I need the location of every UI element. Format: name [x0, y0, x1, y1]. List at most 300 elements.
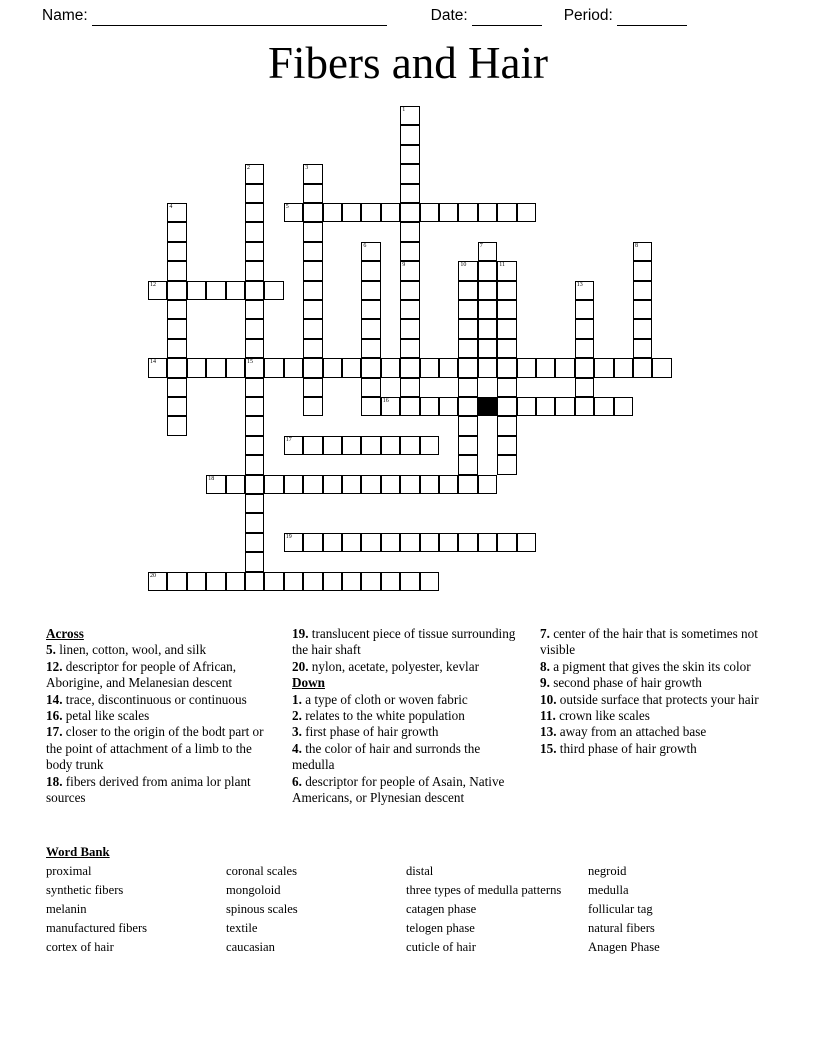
grid-cell[interactable]: [361, 281, 380, 300]
grid-cell[interactable]: [381, 358, 400, 377]
grid-cell[interactable]: [167, 339, 186, 358]
grid-cell-number: 18: [208, 475, 215, 482]
grid-cell[interactable]: [245, 416, 264, 435]
clues-section: [0, 626, 816, 806]
grid-cell[interactable]: [167, 281, 186, 300]
grid-cell[interactable]: [245, 242, 264, 261]
grid-cell[interactable]: [226, 475, 245, 494]
grid-cell[interactable]: [420, 436, 439, 455]
clue-text: descriptor for people of African, Aborigine, and Melanesian descent: [46, 658, 237, 691]
word-bank-item: spinous scales: [226, 902, 298, 917]
grid-cell[interactable]: [323, 475, 342, 494]
grid-cell[interactable]: [264, 572, 283, 591]
grid-cell[interactable]: [575, 378, 594, 397]
grid-cell[interactable]: [633, 358, 652, 377]
grid-cell[interactable]: [497, 281, 516, 300]
grid-cell[interactable]: [458, 416, 477, 435]
grid-cell-number: 16: [382, 398, 389, 404]
grid-cell[interactable]: [478, 300, 497, 319]
grid-cell[interactable]: [400, 184, 419, 203]
clue-item: [46, 642, 274, 658]
clue-item: [292, 659, 524, 675]
clue-text: closer to the origin of the bodt part or the point of attachment of a limb to the body trunk: [46, 724, 264, 773]
clue-column-1: [46, 626, 282, 806]
grid-cell[interactable]: [478, 203, 497, 222]
clue-text: descriptor for people of Asain, Native Americans, or Plynesian descent: [292, 773, 505, 806]
grid-cell[interactable]: [633, 281, 652, 300]
grid-cell[interactable]: [400, 203, 419, 222]
grid-cell[interactable]: [245, 281, 264, 300]
grid-cell[interactable]: [245, 513, 264, 532]
clue-text: linen, cotton, wool, and silk: [55, 642, 207, 658]
grid-cell[interactable]: [206, 281, 225, 300]
grid-cell[interactable]: [361, 300, 380, 319]
grid-cell[interactable]: [323, 436, 342, 455]
grid-cell[interactable]: [342, 533, 361, 552]
word-bank-item: telogen phase: [406, 921, 475, 936]
grid-cell[interactable]: [497, 455, 516, 474]
grid-cell[interactable]: [458, 533, 477, 552]
grid-cell[interactable]: [420, 358, 439, 377]
grid-cell[interactable]: [245, 494, 264, 513]
grid-cell[interactable]: [245, 475, 264, 494]
across-heading: Across: [46, 626, 84, 641]
grid-cell-number: 5: [285, 204, 289, 210]
grid-cell[interactable]: [458, 358, 477, 377]
word-bank-item: negroid: [588, 864, 627, 878]
grid-cell[interactable]: [478, 242, 497, 261]
clue-number: 5.: [46, 642, 56, 658]
word-bank-item: textile: [226, 921, 258, 936]
word-bank-section: [46, 845, 786, 955]
clue-item: [46, 774, 274, 807]
grid-cell-number: 13: [576, 281, 583, 288]
clue-item: [540, 692, 762, 708]
word-bank-item: cortex of hair: [46, 940, 114, 955]
grid-cell[interactable]: [400, 378, 419, 397]
clue-item: [540, 741, 762, 757]
grid-cell[interactable]: [167, 572, 186, 591]
grid-cell[interactable]: [497, 339, 516, 358]
clue-number: 13.: [540, 724, 557, 740]
grid-cell[interactable]: [303, 475, 322, 494]
grid-cell[interactable]: [420, 397, 439, 416]
grid-cell[interactable]: [245, 300, 264, 319]
clue-item: [540, 675, 762, 691]
grid-cell[interactable]: [458, 203, 477, 222]
grid-cell[interactable]: [361, 261, 380, 280]
grid-cell-number: 6: [363, 242, 367, 249]
clue-number: 20.: [292, 658, 309, 674]
grid-cell[interactable]: [517, 533, 536, 552]
word-bank-item: mongoloid: [226, 883, 281, 898]
grid-cell[interactable]: [206, 572, 225, 591]
grid-cell-number: 20: [150, 572, 156, 579]
grid-cell[interactable]: [458, 261, 477, 280]
grid-cell[interactable]: [633, 319, 652, 338]
grid-cell[interactable]: [497, 416, 516, 435]
grid-cell[interactable]: [614, 397, 633, 416]
clue-text: a pigment that gives the skin its color: [549, 658, 751, 674]
clue-text: first phase of hair growth: [301, 724, 439, 740]
grid-cell[interactable]: [497, 397, 516, 416]
grid-cell[interactable]: [323, 572, 342, 591]
grid-cell[interactable]: [575, 319, 594, 338]
clue-item: [46, 708, 274, 724]
clue-text: center of the hair that is sometimes not visible: [540, 626, 758, 658]
page-title: Fibers and Hair: [268, 38, 548, 88]
grid-cell[interactable]: [264, 358, 283, 377]
grid-cell-blocked: [478, 397, 497, 416]
grid-cell[interactable]: [226, 572, 245, 591]
grid-cell-number: 8: [635, 242, 638, 249]
grid-cell[interactable]: [633, 300, 652, 319]
clue-number: 6.: [292, 773, 302, 789]
grid-cell[interactable]: [517, 397, 536, 416]
grid-cell[interactable]: [361, 358, 380, 377]
grid-cell[interactable]: [303, 436, 322, 455]
clue-number: 11.: [540, 708, 556, 724]
grid-cell[interactable]: [381, 533, 400, 552]
grid-cell[interactable]: [458, 397, 477, 416]
grid-cell[interactable]: [381, 397, 400, 416]
period-label: Period:: [563, 7, 613, 24]
grid-cell[interactable]: [517, 203, 536, 222]
clue-number: 10.: [540, 691, 557, 707]
grid-cell[interactable]: [458, 319, 477, 338]
grid-cell[interactable]: [342, 436, 361, 455]
grid-cell-number: 11: [499, 262, 505, 269]
grid-cell[interactable]: [439, 203, 458, 222]
grid-cell[interactable]: [323, 358, 342, 377]
grid-cell[interactable]: [245, 358, 264, 377]
grid-cell[interactable]: [284, 475, 303, 494]
grid-cell[interactable]: [439, 533, 458, 552]
grid-cell[interactable]: [381, 572, 400, 591]
grid-cell[interactable]: [497, 261, 516, 280]
clue-item: [292, 741, 524, 774]
grid-cell[interactable]: [400, 339, 419, 358]
grid-cell[interactable]: [497, 319, 516, 338]
grid-cell[interactable]: [303, 319, 322, 338]
grid-cell[interactable]: [497, 300, 516, 319]
clue-text: crown like scales: [555, 708, 650, 724]
grid-cell[interactable]: [633, 242, 652, 261]
clue-text: third phase of hair growth: [556, 740, 697, 756]
grid-cell[interactable]: [303, 242, 322, 261]
date-label: Date:: [430, 7, 468, 24]
grid-cell[interactable]: [303, 222, 322, 241]
grid-cell[interactable]: [400, 145, 419, 164]
clue-item: [540, 659, 762, 675]
grid-cell[interactable]: [536, 397, 555, 416]
grid-cell[interactable]: [458, 475, 477, 494]
grid-cell[interactable]: [303, 533, 322, 552]
grid-cell[interactable]: [245, 436, 264, 455]
grid-cell[interactable]: [361, 533, 380, 552]
clue-text: a type of cloth or woven fabric: [301, 691, 468, 707]
grid-cell[interactable]: [575, 281, 594, 300]
grid-cell[interactable]: [245, 319, 264, 338]
grid-cell[interactable]: [517, 358, 536, 377]
grid-cell-number: 3: [305, 165, 309, 172]
clue-column-2-across-tail: [292, 626, 524, 675]
grid-cell-number: 14: [150, 359, 156, 366]
word-bank-item: coronal scales: [226, 864, 297, 878]
grid-cell[interactable]: [361, 436, 380, 455]
grid-cell[interactable]: [323, 203, 342, 222]
grid-cell[interactable]: [458, 300, 477, 319]
grid-cell[interactable]: [245, 222, 264, 241]
grid-cell[interactable]: [187, 281, 206, 300]
word-bank-item: natural fibers: [588, 921, 655, 936]
grid-cell[interactable]: [652, 358, 671, 377]
grid-cell[interactable]: [400, 222, 419, 241]
grid-cell[interactable]: [361, 475, 380, 494]
clue-number: 16.: [46, 708, 63, 724]
grid-cell[interactable]: [575, 358, 594, 377]
clue-text: outside surface that protects your hair: [556, 691, 759, 707]
grid-cell[interactable]: [342, 203, 361, 222]
clue-number: 1.: [292, 691, 302, 707]
clue-number: 18.: [46, 773, 63, 789]
word-bank-item: cuticle of hair: [406, 940, 476, 955]
grid-cell-number: 2: [247, 165, 250, 172]
grid-cell[interactable]: [245, 261, 264, 280]
grid-cell[interactable]: [167, 416, 186, 435]
clue-item: [46, 659, 274, 692]
grid-cell[interactable]: [361, 378, 380, 397]
grid-cell[interactable]: [478, 358, 497, 377]
grid-cell[interactable]: [245, 203, 264, 222]
grid-cell[interactable]: [400, 319, 419, 338]
grid-cell[interactable]: [478, 319, 497, 338]
grid-cell[interactable]: [284, 533, 303, 552]
grid-cell[interactable]: [245, 378, 264, 397]
grid-cell[interactable]: [458, 455, 477, 474]
grid-cell[interactable]: [245, 397, 264, 416]
clue-text: trace, discontinuous or continuous: [62, 691, 247, 707]
grid-cell[interactable]: [478, 475, 497, 494]
clue-item: [540, 708, 762, 724]
grid-cell[interactable]: [420, 475, 439, 494]
grid-cell[interactable]: [575, 397, 594, 416]
clue-item: [292, 708, 524, 724]
grid-cell[interactable]: [245, 164, 264, 183]
grid-cell[interactable]: [342, 572, 361, 591]
word-bank-item: caucasian: [226, 940, 275, 955]
clue-number: 15.: [540, 740, 557, 756]
grid-cell[interactable]: [420, 572, 439, 591]
grid-cell[interactable]: [167, 300, 186, 319]
word-bank-item: proximal: [46, 864, 92, 878]
grid-cell[interactable]: [458, 281, 477, 300]
grid-cell[interactable]: [361, 572, 380, 591]
grid-cell[interactable]: [167, 319, 186, 338]
grid-cell[interactable]: [303, 378, 322, 397]
grid-cell[interactable]: [555, 397, 574, 416]
grid-cell[interactable]: [342, 475, 361, 494]
grid-cell[interactable]: [303, 281, 322, 300]
grid-cell[interactable]: [148, 358, 167, 377]
grid-cell[interactable]: [633, 261, 652, 280]
name-label: Name:: [42, 7, 88, 24]
grid-cell[interactable]: [167, 222, 186, 241]
grid-cell[interactable]: [497, 358, 516, 377]
grid-cell-number: 10: [460, 262, 467, 269]
grid-cell[interactable]: [594, 397, 613, 416]
grid-cell[interactable]: [245, 339, 264, 358]
clue-column-3-body: [540, 626, 762, 757]
grid-cell[interactable]: [458, 436, 477, 455]
grid-cell[interactable]: [497, 436, 516, 455]
grid-cell-number: 12: [150, 281, 156, 288]
grid-cell[interactable]: [303, 572, 322, 591]
grid-cell[interactable]: [400, 125, 419, 144]
grid-cell[interactable]: [400, 261, 419, 280]
clue-text: nylon, acetate, polyester, kevlar: [308, 658, 479, 674]
clue-column-3: [540, 626, 770, 806]
grid-cell[interactable]: [458, 378, 477, 397]
word-bank-item: synthetic fibers: [46, 883, 124, 898]
grid-cell[interactable]: [148, 572, 167, 591]
grid-cell[interactable]: [226, 358, 245, 377]
clue-number: 2.: [292, 708, 302, 724]
grid-cell[interactable]: [400, 475, 419, 494]
clue-text: second phase of hair growth: [549, 675, 702, 691]
grid-cell[interactable]: [594, 358, 613, 377]
grid-cell[interactable]: [478, 339, 497, 358]
grid-cell[interactable]: [323, 533, 342, 552]
grid-cell[interactable]: [206, 358, 225, 377]
grid-cell-number: 7: [479, 242, 483, 249]
grid-cell[interactable]: [187, 358, 206, 377]
clue-number: 19.: [292, 626, 309, 641]
word-bank-item: three types of medulla patterns: [406, 883, 562, 898]
grid-cell[interactable]: [439, 397, 458, 416]
grid-cell-number: 15: [247, 359, 253, 366]
grid-cell[interactable]: [284, 358, 303, 377]
grid-cell[interactable]: [361, 319, 380, 338]
grid-cell[interactable]: [575, 339, 594, 358]
grid-cell[interactable]: [400, 281, 419, 300]
grid-cell[interactable]: [167, 261, 186, 280]
grid-cell[interactable]: [303, 203, 322, 222]
grid-cell[interactable]: [400, 300, 419, 319]
grid-cell[interactable]: [400, 242, 419, 261]
clue-item: [540, 626, 762, 659]
grid-cell[interactable]: [303, 397, 322, 416]
grid-cell[interactable]: [303, 184, 322, 203]
grid-cell[interactable]: [167, 358, 186, 377]
clue-column-1-body: [46, 642, 274, 806]
grid-cell[interactable]: [497, 378, 516, 397]
grid-cell[interactable]: [497, 533, 516, 552]
grid-cell[interactable]: [206, 475, 225, 494]
grid-cell[interactable]: [303, 261, 322, 280]
grid-cell[interactable]: [381, 203, 400, 222]
clue-number: 14.: [46, 691, 63, 707]
grid-cell[interactable]: [284, 436, 303, 455]
grid-cell[interactable]: [400, 397, 419, 416]
word-bank-item: distal: [406, 864, 434, 878]
grid-cell[interactable]: [420, 533, 439, 552]
clue-number: 17.: [46, 724, 63, 740]
grid-cell[interactable]: [303, 300, 322, 319]
grid-cell[interactable]: [400, 572, 419, 591]
grid-cell[interactable]: [400, 164, 419, 183]
grid-cell[interactable]: [420, 203, 439, 222]
grid-cell[interactable]: [478, 261, 497, 280]
grid-cell[interactable]: [167, 378, 186, 397]
grid-cell[interactable]: [400, 106, 419, 125]
grid-cell[interactable]: [361, 397, 380, 416]
clue-column-2: [292, 626, 532, 806]
clue-column-2-body: [292, 692, 524, 807]
grid-cell[interactable]: [264, 475, 283, 494]
grid-cell[interactable]: [245, 572, 264, 591]
grid-cell[interactable]: [167, 242, 186, 261]
grid-cell[interactable]: [361, 242, 380, 261]
grid-cell[interactable]: [264, 281, 283, 300]
clue-item: [540, 724, 762, 740]
grid-cell-number: 9: [402, 262, 406, 269]
grid-cell[interactable]: [381, 436, 400, 455]
grid-cell[interactable]: [167, 203, 186, 222]
grid-cell[interactable]: [478, 533, 497, 552]
grid-cell[interactable]: [284, 572, 303, 591]
grid-cell[interactable]: [245, 533, 264, 552]
grid-cell[interactable]: [633, 339, 652, 358]
grid-cell[interactable]: [342, 358, 361, 377]
grid-cell[interactable]: [361, 339, 380, 358]
grid-cell[interactable]: [245, 552, 264, 571]
grid-cell[interactable]: [187, 572, 206, 591]
grid-cell[interactable]: [361, 203, 380, 222]
grid-cell-number: 17: [285, 436, 292, 443]
grid-cell[interactable]: [167, 397, 186, 416]
grid-cell[interactable]: [148, 281, 167, 300]
grid-cell[interactable]: [400, 358, 419, 377]
word-bank-item: Anagen Phase: [588, 940, 660, 955]
clue-text: petal like scales: [62, 708, 150, 724]
grid-cell[interactable]: [555, 358, 574, 377]
grid-cell[interactable]: [303, 358, 322, 377]
grid-cell[interactable]: [614, 358, 633, 377]
grid-cell[interactable]: [400, 436, 419, 455]
grid-cell[interactable]: [458, 339, 477, 358]
grid-cell[interactable]: [497, 203, 516, 222]
word-bank-item: catagen phase: [406, 902, 477, 917]
grid-cell[interactable]: [400, 533, 419, 552]
grid-cell[interactable]: [439, 475, 458, 494]
grid-cell[interactable]: [303, 339, 322, 358]
grid-cell[interactable]: [439, 358, 458, 377]
grid-cell[interactable]: [575, 300, 594, 319]
grid-cell[interactable]: [284, 203, 303, 222]
clue-number: 7.: [540, 626, 550, 641]
grid-cell[interactable]: [303, 164, 322, 183]
grid-cell[interactable]: [478, 281, 497, 300]
grid-cell[interactable]: [381, 475, 400, 494]
grid-cell[interactable]: [245, 184, 264, 203]
clue-number: 4.: [292, 740, 302, 756]
clue-item: [292, 626, 524, 659]
grid-cell[interactable]: [226, 281, 245, 300]
word-bank-list: [46, 864, 786, 955]
grid-cell[interactable]: [245, 455, 264, 474]
grid-cell[interactable]: [536, 358, 555, 377]
